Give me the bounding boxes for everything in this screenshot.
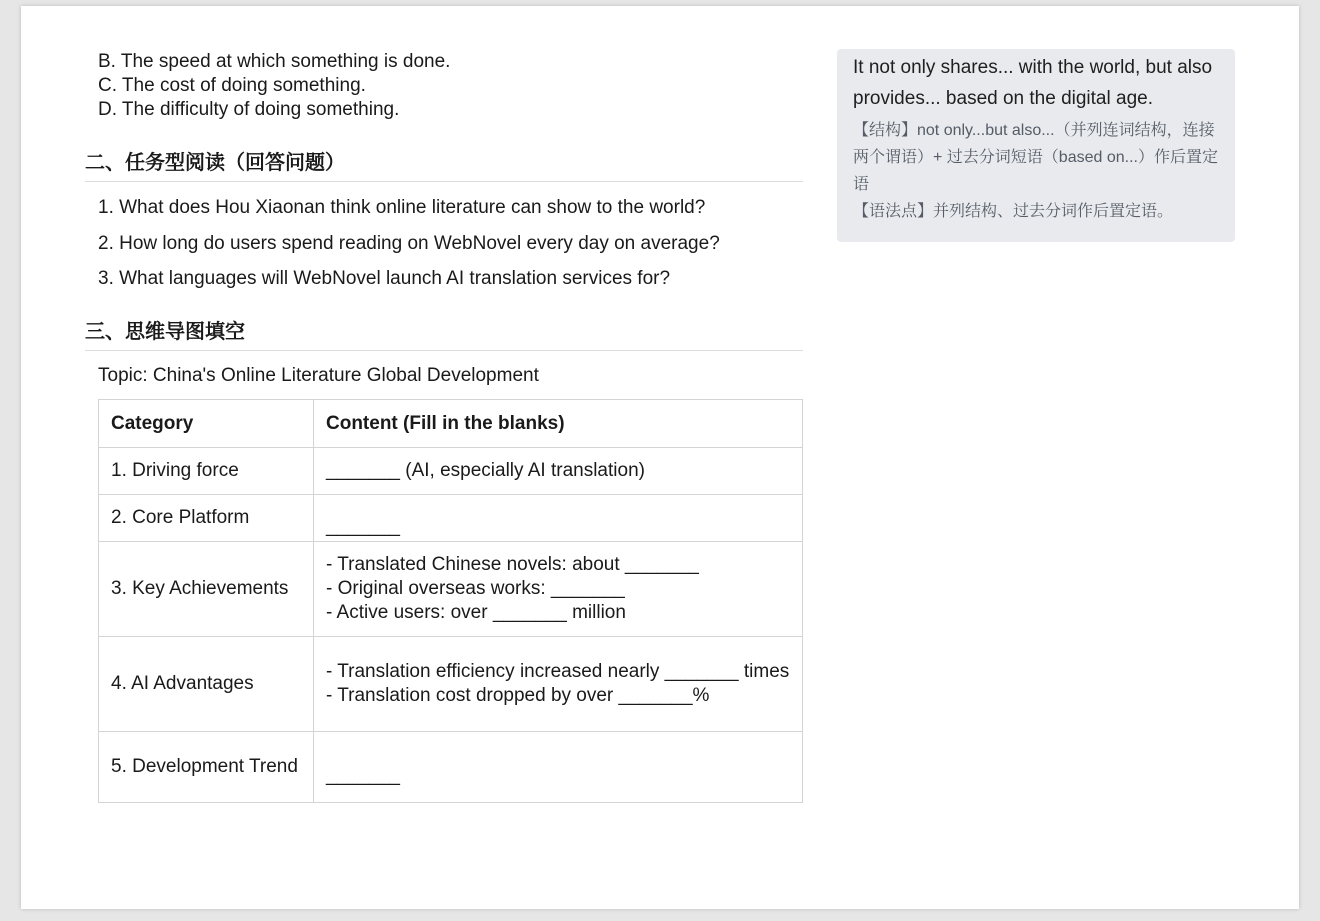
table-row: [99, 495, 803, 542]
content-line: - Translation efficiency increased nearly _______ times: [326, 661, 790, 682]
category-cell: 4. AI Advantages: [99, 637, 314, 732]
section-title-task-reading: 二、任务型阅读（回答问题）: [85, 146, 803, 182]
option-c: C. The cost of doing something.: [98, 75, 366, 96]
note-structure: 【结构】not only...but also...（并列连词结构，连接两个谓语）+ 过去分词短语（based on...）作后置定语: [853, 122, 1218, 193]
category-cell: 5. Development Trend: [99, 732, 314, 803]
note-grammar-point: 【语法点】并列结构、过去分词作后置定语。: [853, 203, 1174, 220]
content-cell: [314, 495, 803, 542]
category-cell: 1. Driving force: [99, 448, 314, 495]
table-row: [99, 637, 803, 732]
category-cell: 3. Key Achievements: [99, 542, 314, 637]
content-line: _______: [326, 765, 400, 786]
content-cell: [314, 542, 803, 637]
table-row: [99, 732, 803, 803]
option-b: B. The speed at which something is done.: [98, 51, 451, 72]
note-sentence: It not only shares... with the world, but also provides... based on the digital age.: [853, 57, 1213, 109]
table-header-row: [99, 400, 803, 448]
answer-options: [98, 50, 450, 122]
header-category: Category: [99, 400, 314, 448]
content-line: - Translated Chinese novels: about _______: [326, 554, 699, 575]
category-cell: 2. Core Platform: [99, 495, 314, 542]
table-row: [99, 542, 803, 637]
content-line: - Original overseas works: _______: [326, 578, 625, 599]
question-item: 3. What languages will WebNovel launch AI translation services for?: [98, 268, 671, 289]
content-cell: [314, 448, 803, 495]
section-title-mind-map: 三、思维导图填空: [85, 315, 803, 351]
document-page: [21, 6, 1299, 909]
content-line: _______: [326, 516, 400, 537]
content-cell: [314, 732, 803, 803]
header-content: Content (Fill in the blanks): [314, 400, 803, 448]
grammar-note-box: [837, 49, 1235, 242]
mind-map-table: [98, 399, 803, 803]
content-line: - Translation cost dropped by over _______%: [326, 685, 710, 706]
question-item: 2. How long do users spend reading on WebNovel every day on average?: [98, 232, 720, 254]
content-line: _______ (AI, especially AI translation): [326, 460, 645, 481]
question-list: [98, 196, 720, 303]
mind-map-topic: Topic: China's Online Literature Global Development: [98, 365, 539, 386]
question-item: 1. What does Hou Xiaonan think online literature can show to the world?: [98, 197, 706, 218]
content-cell: [314, 637, 803, 732]
option-d: D. The difficulty of doing something.: [98, 99, 400, 120]
table-row: [99, 448, 803, 495]
content-line: - Active users: over _______ million: [326, 602, 626, 623]
